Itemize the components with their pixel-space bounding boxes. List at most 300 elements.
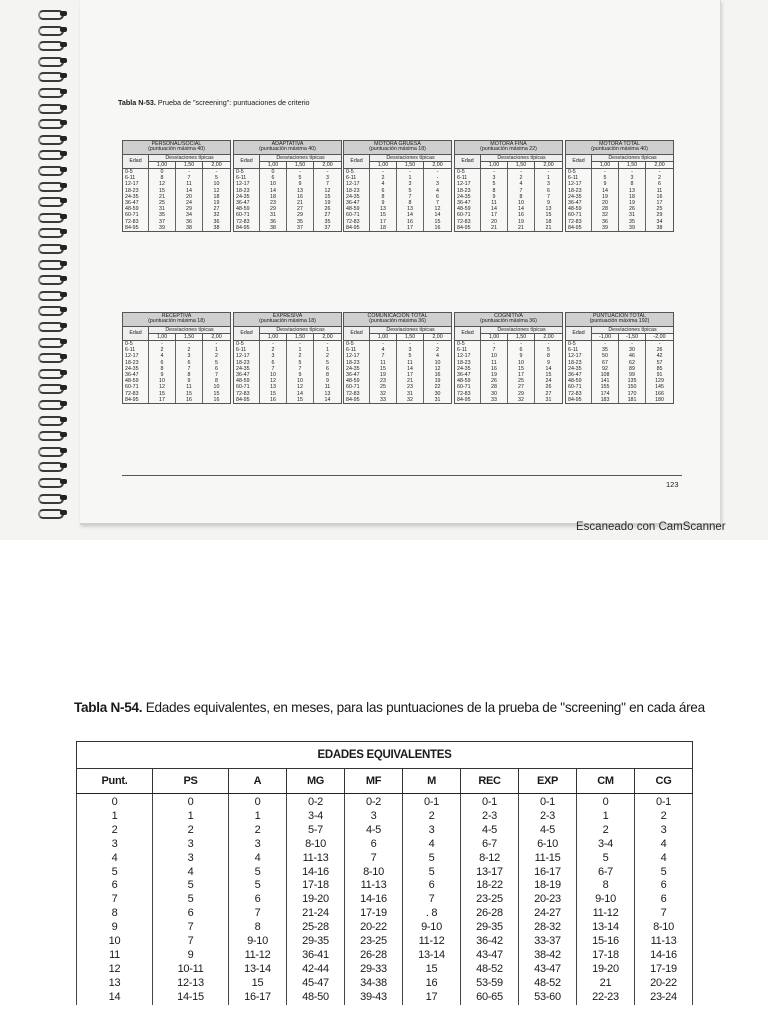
spiral-hole [60,89,67,94]
block-title-cell [566,313,674,327]
score-cell: 6 [370,188,397,194]
sd-value: 1,50 [176,333,203,340]
score-cell: 15 [370,212,397,218]
table-cell: 10-11 [153,963,229,977]
score-cell: 183 [592,397,619,404]
age-range: 18-23 [455,360,481,366]
score-cell: 19 [508,219,535,225]
score-cell: 10 [287,378,314,384]
score-cell: 6 [535,188,563,194]
table-cell: 21-24 [287,907,345,921]
score-cell: 2 [149,347,176,353]
sd-value: 1,00 [481,161,508,168]
score-cell: 29 [176,206,203,212]
table-cell: 24-27 [519,907,577,921]
score-cell: - [619,341,646,348]
table-cell: 7 [345,852,403,866]
table-cell: 11 [77,949,153,963]
sd-header: Desviaciones típicas [149,326,231,333]
age-range: 36-47 [344,200,370,206]
score-cell: 4 [508,181,535,187]
table-cell: 23-25 [345,935,403,949]
age-range: 48-59 [566,378,592,384]
score-cell: 13 [314,391,342,397]
table-cell: 9-10 [577,893,635,907]
score-cell: 19 [619,200,646,206]
spiral-hole [60,354,67,359]
sd-header: Desviaciones típicas [260,326,342,333]
table-cell: 3 [77,838,153,852]
block-data-row [566,169,674,176]
age-range: 36-47 [566,200,592,206]
score-cell: 5 [592,175,619,181]
score-cell: 14 [397,212,424,218]
score-cell: 19 [424,378,452,384]
age-range: 72-83 [566,391,592,397]
age-range: 18-23 [234,188,260,194]
age-range: 60-71 [234,212,260,218]
score-cell: 3 [397,181,424,187]
spiral-loop [38,336,68,347]
table-cell: 1 [229,810,287,824]
spiral-loop [38,304,68,315]
age-range: 6-11 [234,347,260,353]
spiral-hole [60,261,67,266]
block-data-row [123,341,231,348]
score-cell: 29 [287,212,314,218]
score-cell: - [203,169,231,176]
age-range: 72-83 [566,219,592,225]
score-cell: 166 [646,391,674,397]
table-cell: 29-35 [287,935,345,949]
table-cell: 4-5 [461,824,519,838]
table-cell: 19-20 [577,963,635,977]
score-cell: 3 [176,353,203,359]
score-cell: 14 [592,188,619,194]
age-range: 48-59 [234,378,260,384]
table-cell: 7 [635,907,693,921]
score-cell: 1 [397,175,424,181]
score-cell: 21 [508,225,535,232]
score-cell: - [260,341,287,348]
age-range: 18-23 [566,360,592,366]
sd-value: 1,00 [370,333,397,340]
spiral-loop [38,70,68,81]
table-cell: 16-17 [229,991,287,1005]
block-title-cell [566,141,674,155]
score-cell: 8 [149,366,176,372]
age-range: 84-95 [455,225,481,232]
block-header-row [344,313,452,327]
spiral-loop [38,445,68,456]
score-cell: 30 [424,391,452,397]
table-cell: 17-18 [577,949,635,963]
score-cell: 5 [397,353,424,359]
spiral-hole [60,245,67,250]
table-cell: 21 [577,977,635,991]
spiral-loop [38,117,68,128]
score-cell: 11 [176,181,203,187]
block-data-row [455,169,563,176]
block-subheader-row [123,326,231,333]
sd-header: Desviaciones típicas [370,154,452,161]
score-cell: 12 [314,188,342,194]
table-cell: 38-42 [519,949,577,963]
score-cell: 9 [314,378,342,384]
table-cell: 0-2 [287,794,345,810]
table-cell: 36-42 [461,935,519,949]
spiral-hole [60,463,67,468]
age-range: 6-11 [566,175,592,181]
score-cell: 3 [424,181,452,187]
spiral-loop [38,39,68,50]
table-cell: 5-7 [287,824,345,838]
block-name: ADAPTATIVA [271,140,304,147]
score-cell: 37 [287,225,314,232]
block-data-row [344,169,452,176]
score-cell: 18 [535,219,563,225]
table-cell: 14-16 [635,949,693,963]
table-row [77,907,693,921]
score-cell: 11 [397,360,424,366]
score-cell: 36 [592,219,619,225]
block-data-row [566,225,674,232]
age-range: 0-5 [455,169,481,176]
block-data-row [234,397,342,404]
table-cell: 8-10 [345,866,403,880]
score-cell: 11 [481,360,508,366]
table-cell: 0 [153,794,229,810]
age-range: 12-17 [234,181,260,187]
age-range: 24-35 [455,194,481,200]
sd-value: 1,00 [370,161,397,168]
spiral-hole [60,479,67,484]
score-cell: 39 [149,225,176,232]
table-cell: 33-37 [519,935,577,949]
age-range: 60-71 [123,384,149,390]
sd-value: 2,00 [314,333,342,340]
table-53-block [343,140,452,232]
table-cell: 3-4 [287,810,345,824]
block-subheader-row [234,326,342,333]
table-cell: 13-14 [229,963,287,977]
score-cell: 20 [481,219,508,225]
score-cell: 37 [314,225,342,232]
age-range: 12-17 [566,181,592,187]
age-range: 0-5 [234,341,260,348]
table-cell: 3-4 [577,838,635,852]
table-cell: 18-22 [461,879,519,893]
table-cell: 17 [403,991,461,1005]
sd-value: 2,00 [203,333,231,340]
score-cell: 16 [481,366,508,372]
score-cell: 27 [314,212,342,218]
score-cell: 2 [203,353,231,359]
edad-header: Edad [123,326,149,340]
score-cell: 12 [203,188,231,194]
score-cell: 36 [260,219,287,225]
spiral-loop [38,195,68,206]
spiral-loop [38,242,68,253]
age-range: 48-59 [344,378,370,384]
table-cell: 2 [229,824,287,838]
block-name: MOTORA FINA [490,140,527,147]
score-cell: 29 [260,206,287,212]
score-cell: 14 [397,366,424,372]
sd-value: -1,00 [592,333,619,340]
score-cell: 7 [397,194,424,200]
table-cell: 13-17 [461,866,519,880]
score-cell: 16 [176,397,203,404]
score-cell: 11 [646,188,674,194]
score-cell: 17 [370,219,397,225]
spiral-hole [60,276,67,281]
age-range: 12-17 [566,353,592,359]
age-range: 72-83 [455,219,481,225]
age-range: 36-47 [123,200,149,206]
table-cell: 11-13 [345,879,403,893]
age-range: 48-59 [455,206,481,212]
score-cell: 170 [619,391,646,397]
score-cell: 4 [149,353,176,359]
block-title-cell [344,141,452,155]
table-cell: 20-22 [635,977,693,991]
spiral-loop [38,289,68,300]
table-cell: 8 [577,879,635,893]
score-cell: 92 [592,366,619,372]
block-title-cell [455,313,563,327]
table-cell: 4-5 [519,824,577,838]
score-cell: 5 [203,175,231,181]
edad-header: Edad [344,154,370,168]
score-cell: 17 [481,212,508,218]
age-range: 36-47 [234,372,260,378]
age-range: 72-83 [123,391,149,397]
score-cell: 10 [203,384,231,390]
score-cell: 150 [619,384,646,390]
score-cell: 23 [397,384,424,390]
score-cell: 8 [203,378,231,384]
score-cell: 14 [260,188,287,194]
table-53-block [122,140,231,232]
score-cell: 5 [535,347,563,353]
spiral-loop [38,398,68,409]
table-cell: 8-10 [287,838,345,852]
table-cell: 17-19 [635,963,693,977]
score-cell: 32 [370,391,397,397]
table-cell: 48-52 [461,963,519,977]
table-row [77,949,693,963]
score-cell: 7 [424,200,452,206]
age-range: 24-35 [455,366,481,372]
table-cell: 0 [577,794,635,810]
age-range: 12-17 [455,181,481,187]
score-cell: 31 [619,212,646,218]
spiral-hole [60,323,67,328]
score-cell: 21 [535,225,563,232]
score-cell: 14 [287,391,314,397]
edad-header: Edad [234,326,260,340]
score-cell: 13 [287,188,314,194]
score-cell: 18 [203,194,231,200]
table-cell: 0-1 [403,794,461,810]
age-range: 18-23 [234,360,260,366]
sd-value: 1,50 [508,161,535,168]
score-cell: 24 [176,200,203,206]
age-range: 24-35 [344,366,370,372]
sd-value: 1,00 [149,161,176,168]
score-cell: 29 [508,391,535,397]
block-name: EXPRESIVA [272,312,303,319]
score-cell: 37 [149,219,176,225]
score-cell: 34 [646,219,674,225]
sd-header: Desviaciones típicas [370,326,452,333]
score-cell: 3 [535,181,563,187]
block-data-row [123,225,231,232]
score-cell: 7 [535,194,563,200]
score-cell: 31 [424,397,452,404]
block-header-row [234,313,342,327]
table-cell: 20-22 [345,921,403,935]
score-cell: 21 [397,378,424,384]
score-cell: 9 [149,372,176,378]
table-row [77,921,693,935]
table-cell: 3 [229,838,287,852]
footer-rule [122,475,682,476]
table-cell: 12-13 [153,977,229,991]
score-cell: 145 [646,384,674,390]
block-data-row [123,169,231,176]
score-cell: 18 [619,194,646,200]
age-range: 72-83 [123,219,149,225]
table-row [77,963,693,977]
spiral-hole [60,151,67,156]
table-cell: 5 [577,852,635,866]
spiral-hole [60,510,67,515]
spiral-loop [38,55,68,66]
score-cell: - [424,341,452,348]
table-cell: 4 [403,838,461,852]
table-cell: 48-52 [519,977,577,991]
block-max: (puntuación máxima 18) [148,318,205,325]
age-range: 48-59 [344,206,370,212]
score-cell: 1 [203,347,231,353]
sd-value: 2,00 [314,161,342,168]
block-max: (puntuación máxima 18) [369,146,426,153]
score-cell: 12 [260,378,287,384]
score-cell: - [176,169,203,176]
block-max: (puntuación máxima 40) [591,146,648,153]
score-cell: 11 [314,384,342,390]
age-range: 36-47 [234,200,260,206]
score-cell: 8 [370,194,397,200]
block-header-row [344,141,452,155]
table-cell: 14-16 [287,866,345,880]
table-cell: 4 [77,852,153,866]
table-cell: 11-12 [229,949,287,963]
table-cell: 4 [229,852,287,866]
table-cell: 43-47 [461,949,519,963]
edad-header: Edad [234,154,260,168]
score-cell: - [592,341,619,348]
score-cell: 36 [176,219,203,225]
block-header-row [234,141,342,155]
table-cell: 42-44 [287,963,345,977]
column-header: CM [577,769,635,794]
score-cell: 35 [592,347,619,353]
table-cell: 13-14 [403,949,461,963]
table-54-header-row [77,769,693,794]
table-cell: 6-7 [577,866,635,880]
edad-header: Edad [455,326,481,340]
block-name: COGNITIVA [494,312,523,319]
spiral-hole [60,42,67,47]
score-cell: 5 [397,188,424,194]
age-range: 84-95 [234,225,260,232]
score-cell: 2 [260,347,287,353]
table-cell: 23-24 [635,991,693,1005]
table-cell: 10 [77,935,153,949]
score-cell: 9 [508,353,535,359]
age-range: 0-5 [344,341,370,348]
spiral-loop [38,460,68,471]
score-cell: 21 [149,194,176,200]
block-subheader-row [566,154,674,161]
table-cell: 22-23 [577,991,635,1005]
score-cell: 10 [424,360,452,366]
score-cell: 38 [203,225,231,232]
sd-value: 1,00 [592,161,619,168]
score-cell: - [535,169,563,176]
table-53-title [118,98,310,107]
table-cell: 29-33 [345,963,403,977]
spiral-loop [38,133,68,144]
table-cell: 6-7 [461,838,519,852]
block-max: (puntuación máxima 192) [589,318,650,325]
score-cell: 35 [314,219,342,225]
spiral-hole [60,495,67,500]
score-cell: 2 [176,347,203,353]
score-cell: 15 [203,391,231,397]
sd-value: 1,50 [397,161,424,168]
table-cell: 3 [153,838,229,852]
age-range: 24-35 [123,194,149,200]
score-cell: 33 [481,397,508,404]
sd-value: 2,00 [535,333,563,340]
table-cell: 26-28 [345,949,403,963]
block-data-row [123,397,231,404]
table-cell: 6 [403,879,461,893]
score-cell: 10 [508,360,535,366]
score-cell: 35 [619,219,646,225]
table-cell: 15 [403,963,461,977]
table-cell: 6 [153,907,229,921]
spiral-hole [60,370,67,375]
score-cell: 12 [149,384,176,390]
spiral-loop [38,507,68,518]
score-cell: 7 [508,188,535,194]
table-cell: 8-10 [635,921,693,935]
block-max: (puntuación máxima 36) [369,318,426,325]
score-cell: 10 [260,372,287,378]
table-cell: 29-35 [461,921,519,935]
score-cell: 31 [535,397,563,404]
table-cell: 0-1 [635,794,693,810]
sd-value: 1,00 [481,333,508,340]
table-cell: 19-20 [287,893,345,907]
spiral-hole [60,417,67,422]
score-cell: 6 [508,347,535,353]
